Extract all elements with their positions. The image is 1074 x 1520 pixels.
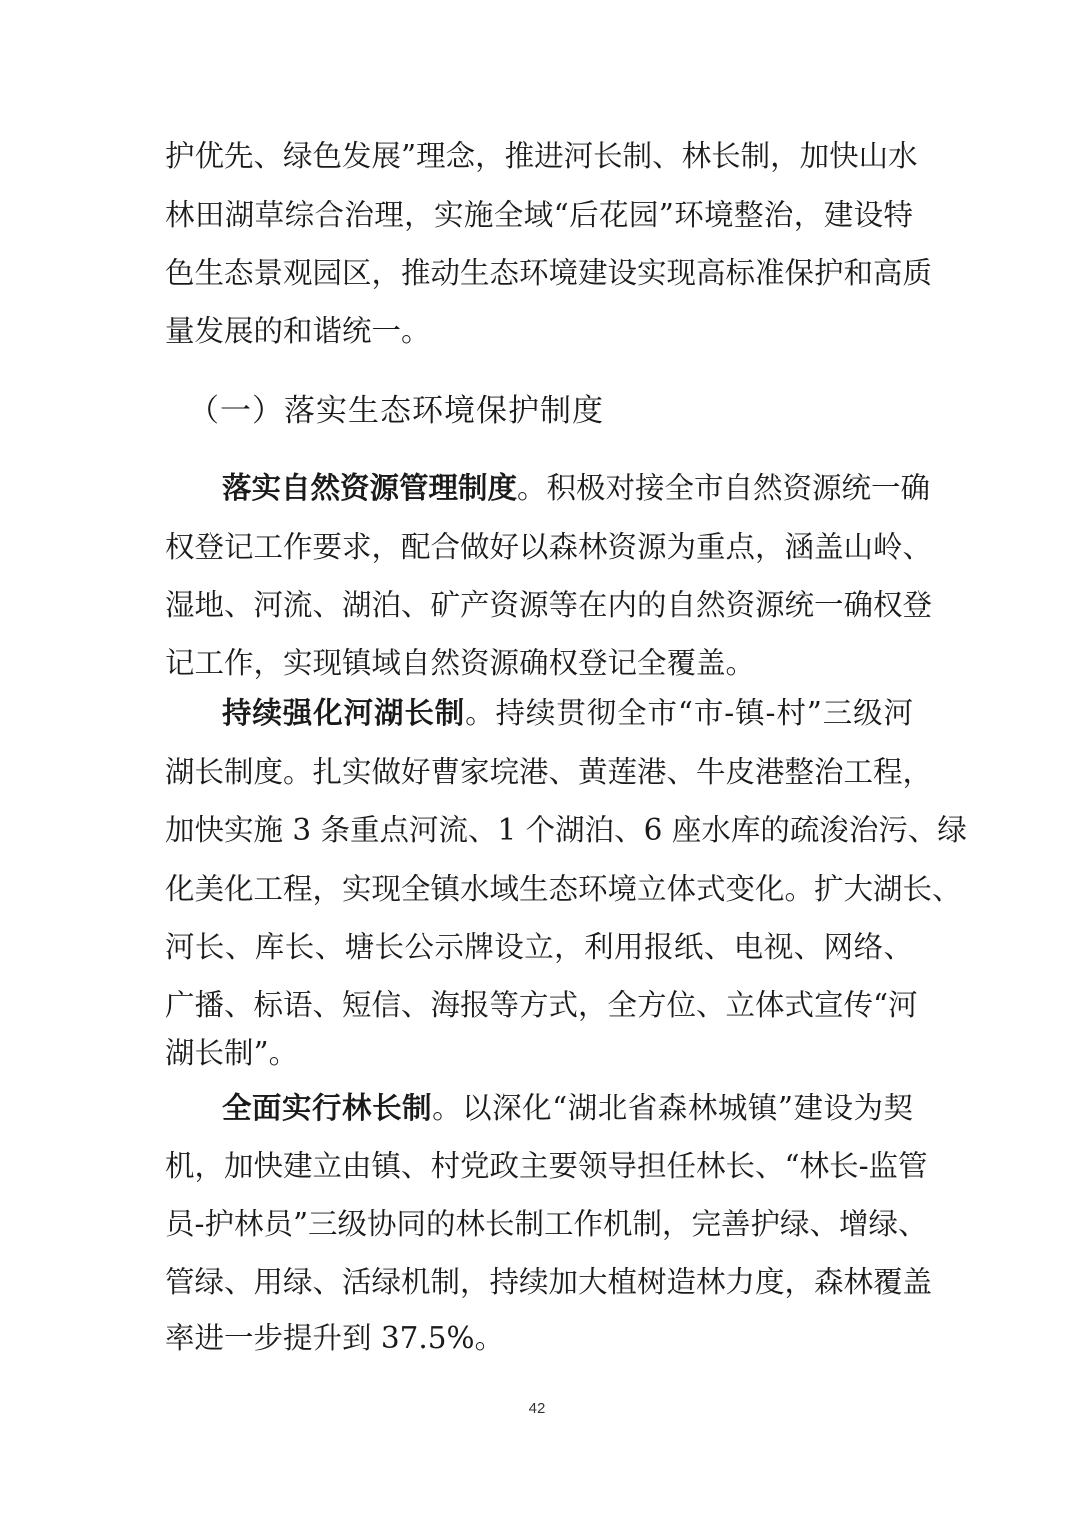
body-line: 量发展的和谐统一。 bbox=[165, 314, 431, 348]
paragraph-first-line bbox=[222, 468, 931, 508]
paragraph-text: 。积极对接全市自然资源统一确 bbox=[517, 471, 931, 505]
body-line: 管绿、用绿、活绿机制，持续加大植树造林力度，森林覆盖 bbox=[165, 1265, 933, 1299]
body-line: 护优先、绿色发展”理念，推进河长制、林长制，加快山水 bbox=[165, 139, 918, 173]
body-line: 权登记工作要求，配合做好以森林资源为重点，涵盖山岭、 bbox=[165, 530, 933, 564]
body-line: 机，加快建立由镇、村党政主要领导担任林长、“林长-监管 bbox=[165, 1149, 928, 1183]
body-line: 色生态景观园区，推动生态环境建设实现高标准保护和高质 bbox=[165, 256, 933, 290]
paragraph-title: 持续强化河湖长制 bbox=[222, 696, 466, 730]
body-line: 记工作，实现镇域自然资源确权登记全覆盖。 bbox=[165, 646, 756, 680]
paragraph-text: 。持续贯彻全市“市-镇-村”三级河 bbox=[465, 696, 913, 730]
body-line: 广播、标语、短信、海报等方式，全方位、立体式宣传“河 bbox=[165, 988, 918, 1022]
body-line: 率进一步提升到 37.5%。 bbox=[165, 1321, 505, 1355]
body-line: 化美化工程，实现全镇水域生态环境立体式变化。扩大湖长、 bbox=[165, 872, 962, 906]
body-line: 湖长制度。扎实做好曹家垸港、黄莲港、牛皮港整治工程， bbox=[165, 755, 933, 789]
paragraph-first-line bbox=[222, 693, 913, 733]
body-line: 河长、库长、塘长公示牌设立，利用报纸、电视、网络、 bbox=[165, 930, 913, 964]
section-heading: （一）落实生态环境保护制度 bbox=[188, 393, 604, 429]
body-line: 湖长制”。 bbox=[165, 1036, 299, 1070]
page-number: 42 bbox=[528, 1400, 546, 1417]
paragraph-text: 。以深化“湖北省森林城镇”建设为契 bbox=[432, 1091, 913, 1125]
paragraph-first-line bbox=[222, 1088, 913, 1128]
paragraph-title: 全面实行林长制 bbox=[222, 1091, 433, 1125]
body-line: 加快实施 3 条重点河流、1 个湖泊、6 座水库的疏浚治污、绿 bbox=[165, 813, 967, 847]
paragraph-title: 落实自然资源管理制度 bbox=[222, 471, 518, 505]
body-line: 湿地、河流、湖泊、矿产资源等在内的自然资源统一确权登 bbox=[165, 588, 933, 622]
body-line: 林田湖草综合治理，实施全域“后花园”环境整治，建设特 bbox=[165, 198, 913, 232]
body-line: 员-护林员”三级协同的林长制工作机制，完善护绿、增绿、 bbox=[165, 1207, 928, 1241]
